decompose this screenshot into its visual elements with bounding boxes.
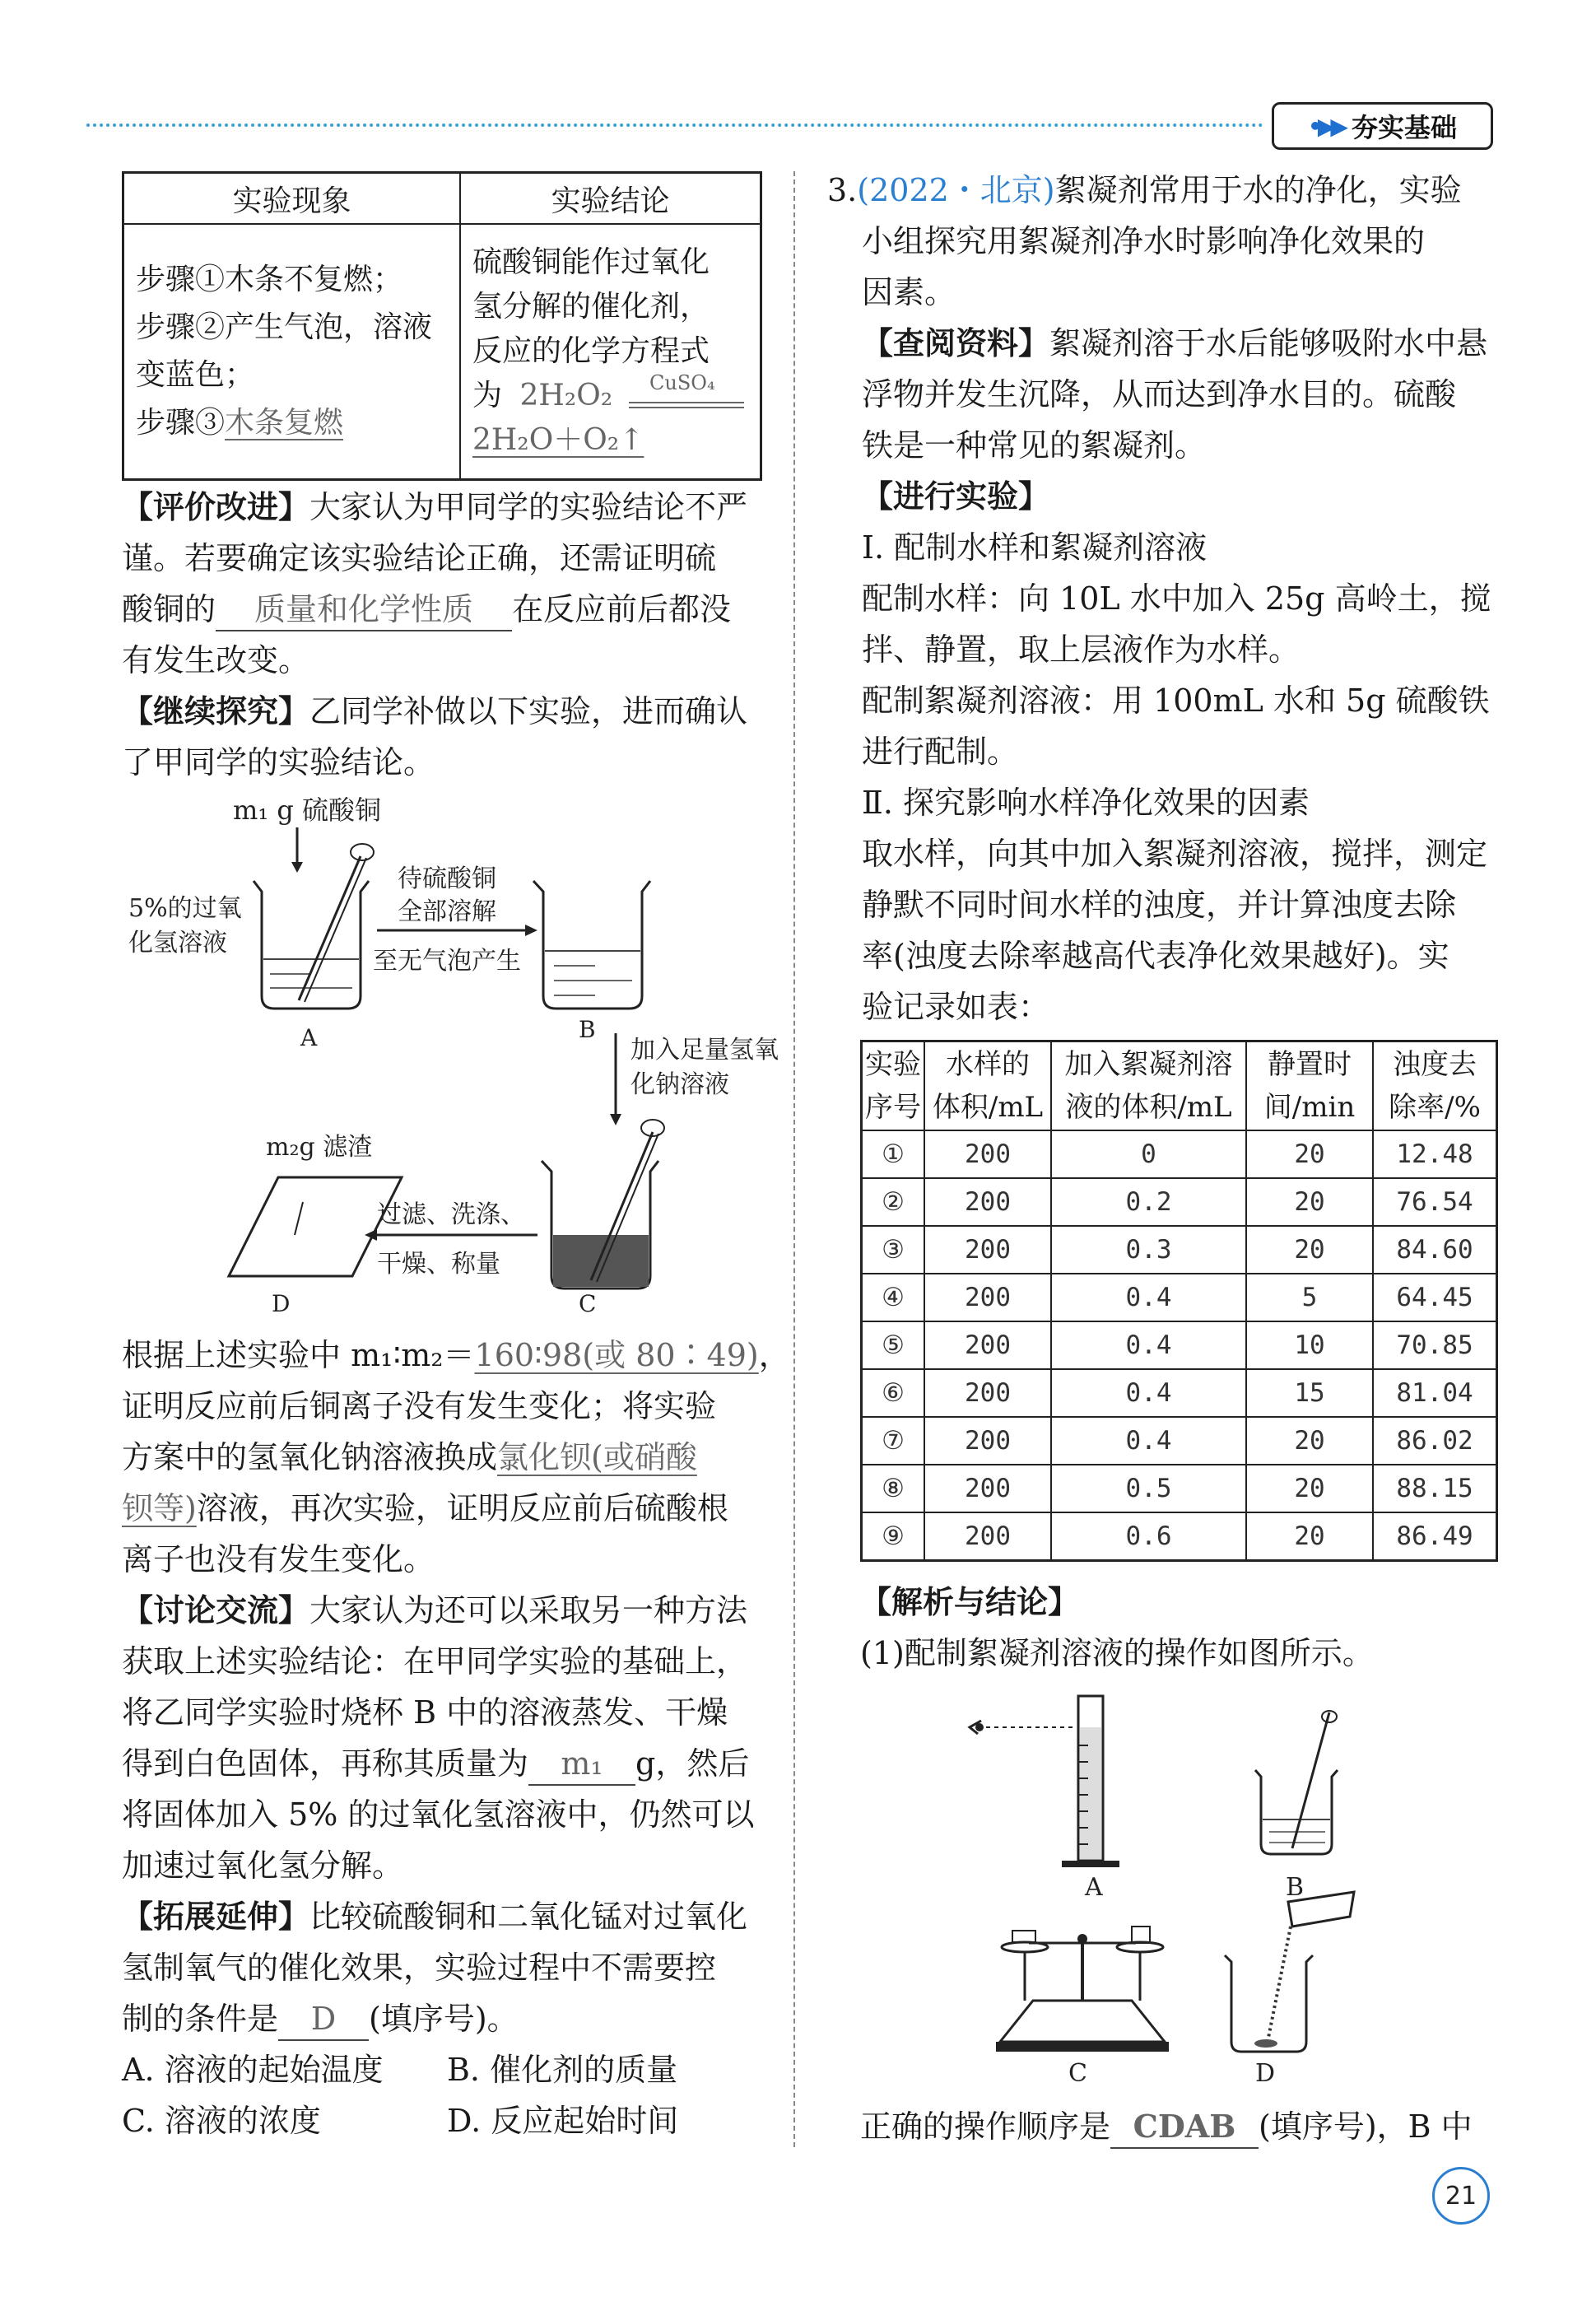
q3-number: 3. — [827, 172, 858, 208]
evaluate-line2: 谨。若要确定该实验结论正确，还需证明硫 — [122, 540, 717, 576]
equation-reactant: 2H₂O₂ — [519, 378, 613, 412]
h2o2-label-2: 化氢溶液 — [128, 929, 227, 957]
results-table — [860, 1040, 1498, 1562]
table-cell: 0.6 — [1051, 1512, 1246, 1561]
beaker-b — [533, 881, 650, 1009]
th-phenomena: 实验现象 — [123, 173, 461, 225]
analysis-line2b: (填序号)，B 中 — [1259, 2108, 1473, 2145]
balance-c — [996, 1927, 1169, 2052]
table-cell: 0.4 — [1051, 1417, 1246, 1465]
result-line2: 证明反应前后铜离子没有发生变化；将实验 — [122, 1388, 717, 1424]
phenomenon-3-step: 步骤③ — [136, 405, 226, 440]
table-cell: 81.04 — [1373, 1369, 1497, 1417]
tag-arrows-icon: •▶▶ — [1308, 112, 1343, 140]
arrow1-text-1: 待硫酸铜 — [398, 864, 496, 893]
evaluate-answer: 质量和化学性质 — [216, 589, 512, 631]
table-cell: ⑦ — [862, 1417, 925, 1465]
arrow3-text-2: 干燥、称量 — [377, 1250, 500, 1279]
th-water-1: 水样的 — [946, 1048, 1030, 1081]
evaluate-line3a: 酸铜的 — [122, 591, 216, 627]
table-cell: 0 — [1051, 1130, 1246, 1178]
q3-line2: 小组探究用絮凝剂净水时影响净化效果的 — [862, 223, 1426, 259]
table-cell: 200 — [924, 1321, 1051, 1369]
option-b: B. 催化剂的质量 — [447, 2052, 678, 2088]
equation-products: 2H₂O＋O₂↑ — [472, 422, 644, 457]
table-cell: ⑨ — [862, 1512, 925, 1561]
phenomenon-3-answer: 木条复燃 — [225, 405, 344, 440]
table-cell: 70.85 — [1373, 1321, 1497, 1369]
table-cell: 200 — [924, 1465, 1051, 1512]
filter-paper-d — [229, 1177, 402, 1276]
arrow1-text-3: 至无气泡产生 — [373, 947, 521, 976]
result-reagent-answer-b: 钡等) — [122, 1490, 197, 1526]
experiment-table — [122, 171, 762, 481]
exp-step2-line2: 静默不同时间水样的浊度，并计算浊度去除 — [862, 887, 1457, 923]
beaker-pouring-d — [1225, 1892, 1354, 2052]
option-d: D. 反应起始时间 — [447, 2103, 679, 2139]
analysis-line1: (1)配制絮凝剂溶液的操作如图所示。 — [860, 1635, 1374, 1671]
q3-line3: 因素。 — [862, 274, 956, 310]
option-a: A. 溶液的起始温度 — [122, 2052, 384, 2088]
table-cell: 20 — [1246, 1512, 1373, 1561]
th-time-1: 静置时 — [1268, 1048, 1352, 1081]
phenomenon-3 — [136, 399, 448, 447]
beaker-stirring-b — [1255, 1711, 1338, 1854]
table-cell: ① — [862, 1130, 925, 1178]
cell-conclusion — [460, 224, 761, 479]
q3-line1: 絮凝剂常用于水的净化，实验 — [1054, 172, 1462, 208]
results-table-body — [862, 1130, 1497, 1561]
continue-line1: 乙同学补做以下实验，进而确认 — [309, 693, 748, 729]
discuss-line1: 大家认为还可以采取另一种方法 — [309, 1592, 748, 1628]
th-conclusion: 实验结论 — [460, 173, 761, 225]
exp-step2-line3: 率(浊度去除率越高代表净化效果越好)。实 — [862, 938, 1449, 974]
analysis-label: 【解析与结论】 — [860, 1584, 1080, 1620]
solution-prep-figure — [963, 1680, 1424, 2099]
right-text-analysis — [860, 1577, 1510, 1679]
discuss-line2: 获取上述实验结论：在甲同学实验的基础上， — [122, 1643, 748, 1680]
result-line1a: 根据上述实验中 m₁∶m₂＝ — [122, 1337, 475, 1373]
exp-step1-line2: 拌、静置，取上层液作为水样。 — [862, 631, 1301, 668]
extend-answer: D — [278, 1998, 369, 2041]
section-tag — [1272, 102, 1493, 150]
extend-line2: 氢制氧气的催化效果，实验过程中不需要控 — [122, 1950, 717, 1986]
beaker-a — [254, 844, 374, 1009]
extend-line3a: 制的条件是 — [122, 2001, 279, 2037]
extend-label: 【拓展延伸】 — [122, 1899, 310, 1935]
table-cell: 20 — [1246, 1226, 1373, 1274]
result-reagent-answer-a: 氯化钡(或硝酸 — [497, 1439, 697, 1475]
table-cell: 0.4 — [1051, 1321, 1246, 1369]
right-text-final — [860, 2101, 1510, 2152]
residue-label: m₂g 滤渣 — [266, 1133, 373, 1162]
result-line4b: 溶液，再次实验，证明反应前后硫酸根 — [196, 1490, 728, 1526]
arrow2-text-1: 加入足量氢氧 — [630, 1036, 779, 1065]
table-cell: 20 — [1246, 1417, 1373, 1465]
discuss-line6: 加速过氧化氢分解。 — [122, 1847, 404, 1884]
exp-step2-line4: 验记录如表： — [862, 989, 1050, 1025]
conclusion-3: 反应的化学方程式 — [472, 333, 710, 368]
equation-prefix: 为 — [472, 378, 503, 412]
th-flocculant-2: 液的体积/mL — [1065, 1091, 1232, 1124]
table-row — [862, 1369, 1497, 1417]
table-cell: 10 — [1246, 1321, 1373, 1369]
th-no-2: 序号 — [865, 1091, 921, 1124]
table-cell: 20 — [1246, 1130, 1373, 1178]
exp-step1-line1: 配制水样：向 10L 水中加入 25g 高岭土，搅 — [862, 580, 1491, 617]
th-flocculant — [1051, 1041, 1246, 1131]
table-cell: 20 — [1246, 1465, 1373, 1512]
table-cell: ⑤ — [862, 1321, 925, 1369]
table-cell: ② — [862, 1178, 925, 1226]
th-no-1: 实验 — [865, 1048, 921, 1081]
exp-step1-line3: 配制絮凝剂溶液：用 100mL 水和 5g 硫酸铁 — [862, 683, 1490, 719]
arrow2-text-2: 化钠溶液 — [630, 1070, 729, 1099]
discuss-answer: m₁ — [528, 1743, 635, 1786]
h2o2-label-1: 5%的过氧 — [128, 894, 242, 923]
table-cell: 0.2 — [1051, 1178, 1246, 1226]
exp-step2-title: Ⅱ. 探究影响水样净化效果的因素 — [862, 785, 1310, 821]
result-line5: 离子也没有发生变化。 — [122, 1541, 435, 1577]
left-text-evaluate — [122, 482, 772, 788]
exp-step1-title: Ⅰ. 配制水样和絮凝剂溶液 — [862, 529, 1207, 566]
result-ratio-answer: 160∶98(或 80∶49) — [474, 1337, 759, 1373]
analysis-answer: CDAB — [1110, 2106, 1259, 2149]
table-row — [862, 1130, 1497, 1178]
discuss-line4a: 得到白色固体，再称其质量为 — [122, 1745, 529, 1782]
table-cell: 0.3 — [1051, 1226, 1246, 1274]
table-cell: 5 — [1246, 1274, 1373, 1321]
cell-phenomena — [123, 224, 461, 479]
info-label: 【查阅资料】 — [862, 325, 1050, 361]
reagent-copper-sulfate-label: m₁ g 硫酸铜 — [233, 794, 382, 826]
fig2-label-b: B — [1286, 1873, 1305, 1902]
table-cell: 20 — [1246, 1178, 1373, 1226]
th-no — [862, 1041, 925, 1131]
evaluate-line4: 有发生改变。 — [122, 642, 310, 678]
exp-step1-line4: 进行配制。 — [862, 734, 1019, 770]
arrow3-text-1: 过滤、洗涤、 — [377, 1200, 525, 1229]
th-water — [924, 1041, 1051, 1131]
conclusion-2: 氢分解的催化剂， — [472, 289, 710, 324]
table-row — [862, 1321, 1497, 1369]
th-water-2: 体积/mL — [932, 1091, 1044, 1124]
label-d: D — [272, 1290, 291, 1317]
table-row — [862, 1512, 1497, 1561]
table-cell: 200 — [924, 1226, 1051, 1274]
table-row — [862, 1417, 1497, 1465]
equation-catalyst: CuSO₄ — [649, 370, 715, 394]
table-cell: 200 — [924, 1512, 1051, 1561]
extend-line3b: (填序号)。 — [369, 2001, 519, 2037]
page-number: 21 — [1432, 2167, 1490, 2225]
discuss-line5: 将固体加入 5% 的过氧化氢溶液中，仍然可以 — [122, 1796, 755, 1833]
th-rate-1: 浊度去 — [1393, 1048, 1477, 1081]
discuss-label: 【讨论交流】 — [122, 1592, 310, 1628]
continue-line2: 了甲同学的实验结论。 — [122, 744, 435, 780]
table-cell: ⑧ — [862, 1465, 925, 1512]
table-cell: 0.5 — [1051, 1465, 1246, 1512]
table-row — [862, 1465, 1497, 1512]
exp-step2-line1: 取水样，向其中加入絮凝剂溶液，搅拌，测定 — [862, 836, 1488, 872]
th-flocculant-1: 加入絮凝剂溶 — [1064, 1048, 1233, 1081]
conclusion-1: 硫酸铜能作过氧化 — [472, 245, 710, 279]
th-rate — [1373, 1041, 1497, 1131]
table-cell: ⑥ — [862, 1369, 925, 1417]
equation-double-line — [629, 402, 744, 408]
table-cell: 84.60 — [1373, 1226, 1497, 1274]
phenomenon-2b: 变蓝色； — [136, 357, 255, 392]
result-line1b: ， — [758, 1337, 790, 1373]
th-rate-2: 除率/% — [1389, 1091, 1481, 1124]
graduated-cylinder-a — [970, 1696, 1119, 1867]
table-cell: 0.4 — [1051, 1274, 1246, 1321]
fig2-label-a: A — [1085, 1873, 1103, 1902]
info-line1: 絮凝剂溶于水后能够吸附水中悬 — [1049, 325, 1488, 361]
continue-label: 【继续探究】 — [122, 693, 310, 729]
exp-label: 【进行实验】 — [862, 478, 1050, 515]
evaluate-line3b: 在反应前后都没 — [512, 591, 732, 627]
discuss-line4b: g，然后 — [635, 1745, 750, 1782]
table-cell: 200 — [924, 1130, 1051, 1178]
fig2-label-d: D — [1255, 2059, 1276, 2088]
experiment-flow-figure — [122, 786, 780, 1334]
beaker-c — [542, 1120, 664, 1288]
table-cell: 0.4 — [1051, 1369, 1246, 1417]
discuss-line3: 将乙同学实验时烧杯 B 中的溶液蒸发、干燥 — [122, 1694, 728, 1731]
table-cell: 200 — [924, 1369, 1051, 1417]
table-row — [862, 1274, 1497, 1321]
table-cell: 200 — [924, 1417, 1051, 1465]
table-cell: 88.15 — [1373, 1465, 1497, 1512]
evaluate-line1: 大家认为甲同学的实验结论不严 — [309, 489, 748, 525]
evaluate-label: 【评价改进】 — [122, 489, 310, 525]
left-text-lower — [122, 1330, 790, 2146]
table-cell: 86.49 — [1373, 1512, 1497, 1561]
th-time — [1246, 1041, 1373, 1131]
fig2-label-c: C — [1068, 2059, 1087, 2088]
table-cell: 86.02 — [1373, 1417, 1497, 1465]
table-cell: 200 — [924, 1274, 1051, 1321]
phenomenon-2a: 步骤②产生气泡，溶液 — [136, 310, 433, 344]
table-row — [862, 1226, 1497, 1274]
option-c: C. 溶液的浓度 — [122, 2103, 321, 2139]
extend-line1: 比较硫酸铜和二氧化锰对过氧化 — [309, 1899, 748, 1935]
table-cell: 64.45 — [1373, 1274, 1497, 1321]
analysis-line2a: 正确的操作顺序是 — [860, 2108, 1111, 2145]
right-text-upper — [827, 165, 1502, 1032]
section-tag-label: 夯实基础 — [1351, 112, 1457, 143]
th-time-2: 间/min — [1263, 1091, 1356, 1124]
phenomenon-1: 步骤①木条不复燃； — [136, 262, 403, 296]
header-dotted-rule — [86, 123, 1263, 127]
table-cell: 200 — [924, 1178, 1051, 1226]
q3-citation: (2022・北京) — [857, 172, 1055, 208]
table-row — [862, 1178, 1497, 1226]
table-cell: 12.48 — [1373, 1130, 1497, 1178]
result-line3a: 方案中的氢氧化钠溶液换成 — [122, 1439, 498, 1475]
column-divider — [793, 171, 795, 2147]
label-c: C — [579, 1290, 597, 1317]
label-b: B — [579, 1016, 596, 1043]
equation — [472, 370, 748, 418]
info-line3: 铁是一种常见的絮凝剂。 — [862, 427, 1207, 464]
arrow1-text-2: 全部溶解 — [398, 897, 496, 926]
table-cell: ③ — [862, 1226, 925, 1274]
table-cell: 76.54 — [1373, 1178, 1497, 1226]
label-a: A — [300, 1024, 318, 1051]
table-cell: 15 — [1246, 1369, 1373, 1417]
table-cell: ④ — [862, 1274, 925, 1321]
info-line2: 浮物并发生沉降，从而达到净水目的。硫酸 — [862, 376, 1457, 412]
